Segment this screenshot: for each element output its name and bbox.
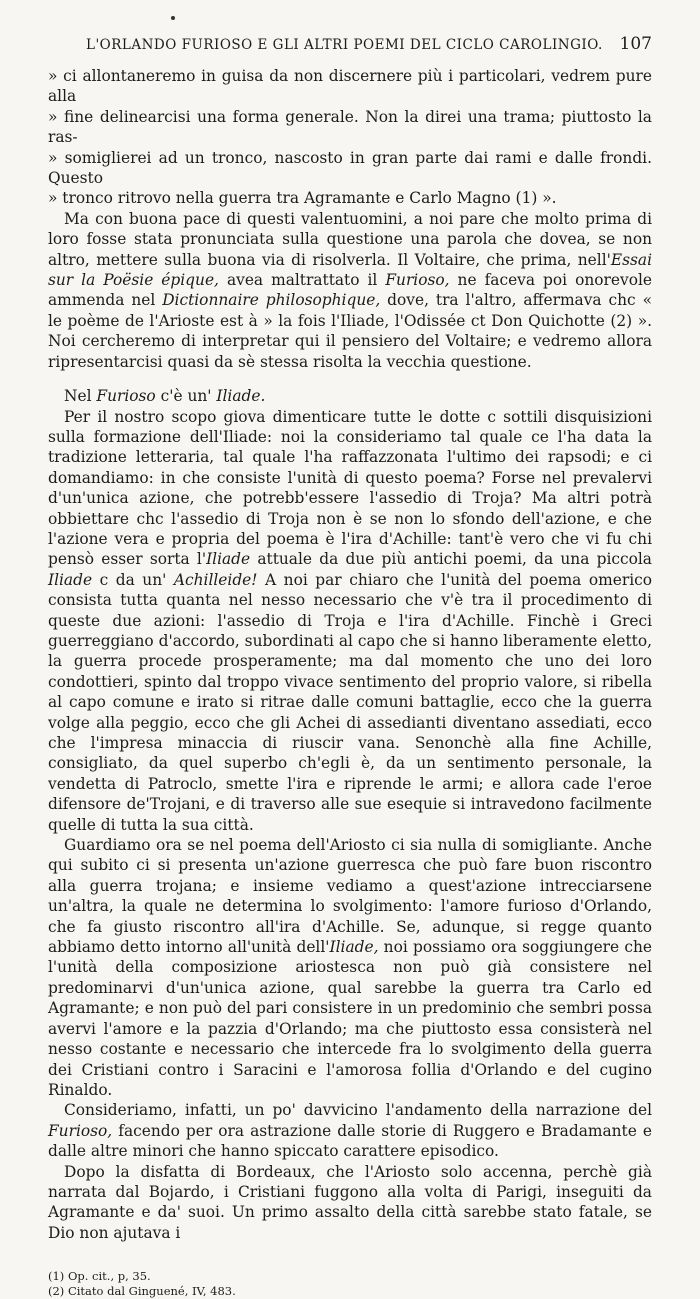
text-run: avea maltrattato il: [218, 271, 386, 290]
text-run: Nel: [64, 387, 97, 406]
text-run: Consideriamo, infatti, un po' davvicino l'andamento della narrazione del: [64, 1101, 652, 1120]
page-number: 107: [619, 34, 652, 54]
paragraph-voltaire: [48, 209, 652, 372]
running-header: [86, 34, 652, 54]
text-run: facendo per ora astrazione dalle storie di Ruggero e Bradamante e dalle altre minori che hanno spiccato carattere episodico.: [48, 1121, 652, 1161]
title-iliade: Iliade: [48, 570, 93, 589]
text-run: Guardiamo ora se nel poema dell'Ariosto ci sia nulla di somigliante. Anche qui subito ci si presenta un'azione guerresca che può fare buon riscontro alla guerra trojana; e insieme vediamo a quest'azione intrecciarsene un'altra, la quale ne determina lo svolgimento: l'amore furioso d'Orlando, che fa giusto riscontro all'ira d'Achille. Se, adunque, si regge quanto abbiamo detto intorno all'unità dell': [48, 836, 652, 957]
running-title: L'ORLANDO FURIOSO E GLI ALTRI POEMI DEL CICLO CAROLINGIO.: [86, 37, 603, 53]
title-furioso: Furioso,: [385, 271, 450, 290]
page: [48, 34, 652, 1299]
paragraph-consideriamo: [48, 1100, 652, 1161]
paragraph-iliade: [48, 407, 652, 836]
main-text: [48, 66, 652, 1243]
quote-line: » somiglierei ad un tronco, nascosto in gran parte dai rami e dalle frondi. Questo: [48, 148, 652, 188]
quote-line: » fine delinearcisi una forma generale. Non la direi una trama; piuttosto la ras-: [48, 107, 652, 147]
footnotes: [48, 1269, 652, 1299]
ink-speck: [171, 16, 175, 20]
footnote: (1) Op. cit., p, 35.: [48, 1269, 151, 1284]
title-essai: Essai sur la Poësie épique,: [48, 250, 652, 290]
title-furioso: Furioso: [96, 387, 156, 406]
paragraph-ariosto: [48, 835, 652, 1100]
text-run: attuale da due più antichi poemi, da una piccola: [250, 550, 652, 569]
quote-line: » tronco ritrovo nella guerra tra Agramante e Carlo Magno (1) ».: [48, 189, 557, 208]
text-run: c da un': [92, 570, 174, 589]
text-run: Per il nostro scopo giova dimenticare tutte le dotte c sottili disquisizioni sulla formazione dell'Iliade: noi la consideriamo tal quale ce l'ha data la tradizione letteraria, tal quale l'ha raffazzonata l'ultimo dei rapsodi; e ci domandiamo: in che consiste l'unità di questo poema? Forse nel prevalervi d'un'unica azione, che potrebb'essere l'assedio di Troja? Ma altri potrà obbiettare chc l'assedio di Troja non è se non lo sfondo dell'azione, e che l'azione vera e propria del poema è l'ira d'Achille: tant'è vero che vi fu chi pensò esser sorta l': [48, 407, 652, 569]
text-run: c'è un': [155, 387, 217, 406]
quote-line: » ci allontaneremo in guisa da non discernere più i particolari, vedrem pure alla: [48, 67, 652, 106]
text-run: dove, tra l'altro, affermava chc « le poème de l'Arioste est à » la fois l'Iliade, l'Odissée ct Don Quichotte (2) ». Noi cercheremo di interpretar qui il pensiero del Voltaire; e vedremo allora ripresentarcisi quasi da sè stessa risolta la vecchia questione.: [48, 291, 653, 371]
text-run: Ma con buona pace di questi valentuomini, a noi pare che molto prima di loro fosse stata pronunciata sulla questione una parola che dovea, se non altro, mettere sulla buona via di risolverla. Il Voltaire, che prima, nell': [48, 209, 652, 269]
title-iliade: Iliade: [206, 550, 251, 569]
section-heading: [48, 386, 652, 406]
footnote: (2) Citato dal Ginguené, IV, 483.: [48, 1284, 236, 1299]
title-iliade: Iliade.: [216, 387, 266, 406]
title-achilleide: Achilleide!: [173, 570, 258, 589]
text-run: noi possiamo ora soggiungere che l'unità della composizione ariostesca non può già consistere nel predominarvi d'un'unica azione, qual sarebbe la guerra tra Carlo ed Agramante; e non può del pari consistere in un predominio che sembri possa avervi l'amore e la pazzia d'Orlando; ma che piuttosto essa consisterà nel nesso costante e necessario che intercede fra lo svolgimento della guerra dei Cristiani contro i Saracini e l'amorosa follia d'Orlando e del cugino Rinaldo.: [48, 938, 652, 1099]
title-dictionnaire: Dictionnaire philosophique,: [162, 291, 381, 310]
paragraph-bordeaux: Dopo la disfatta di Bordeaux, che l'Ariosto solo accenna, perchè già narrata dal Bojardo, i Cristiani fuggono alla volta di Parigi, inseguiti da Agramante e da' suoi. Un primo assalto della città sarebbe stato fatale, se Dio non ajutava i: [48, 1162, 652, 1242]
text-run: A noi par chiaro che l'unità del poema omerico consista tutta quanta nel nesso necessario che v'è tra il procedimento di queste due azioni: l'assedio di Troja e l'ira d'Achille. Finchè i Greci guerreggiano d'accordo, subordinati al capo che si hanno liberamente eletto, la guerra procede prosperamente; ma dal momento che uno dei loro condottieri, spinto dal troppo vivace sentimento del proprio valore, si ribella al capo comune e irato si ritrae dalle comuni battaglie, ecco che la guerra volge alla peggio, ecco che gli Achei di assedianti diventano assediati, ecco che l'impresa minaccia di riuscir vana. Senonchè alla fine Achille, consigliato, da quel superbo ch'egli è, da un sentimento personale, la vendetta di Patroclo, smette l'ira e riprende le armi; e allora cade l'eroe difensore de'Trojani, e di traverso alle sue esequie si intravedono facilmente quelle di tutta la sua città.: [48, 570, 653, 834]
text-run: ne faceva poi onorevole ammenda nel: [48, 271, 652, 310]
title-iliade: Iliade,: [329, 938, 379, 957]
title-furioso: Furioso,: [48, 1121, 113, 1140]
